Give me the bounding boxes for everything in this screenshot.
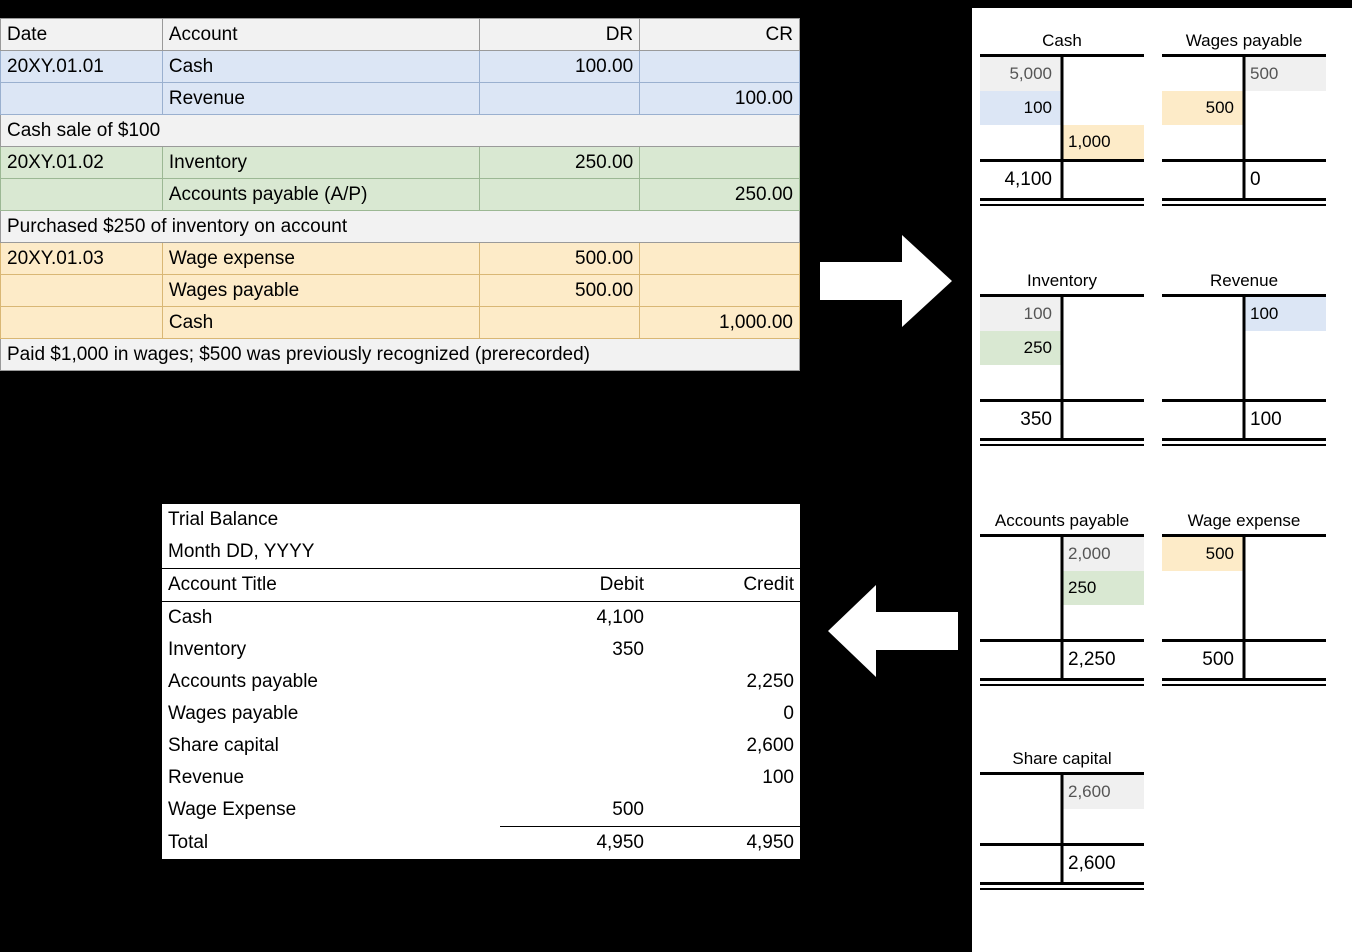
trial-balance-row	[162, 634, 800, 666]
trial-balance-row	[162, 730, 800, 762]
t-account-credit-entry: 2,000	[1062, 537, 1144, 571]
t-account-title: Inventory	[1027, 271, 1097, 290]
t-account-balance-credit-side	[1062, 846, 1144, 882]
t-account-debit-entry	[980, 571, 1062, 605]
trial-balance-header-row	[162, 569, 800, 602]
t-account-double-rule-top	[980, 438, 1144, 441]
journal-entry-row	[1, 275, 800, 307]
trial-balance-header-account: Account Title	[162, 569, 500, 602]
t-account-debit-entry	[980, 605, 1062, 639]
t-account-double-rule-bottom	[980, 684, 1144, 686]
t-account-balance-debit: 350	[1020, 409, 1052, 430]
t-account-credit-entry	[1062, 605, 1144, 639]
trial-balance-header-debit: Debit	[500, 569, 650, 602]
t-account-double-rule-top	[1162, 198, 1326, 201]
trial-balance-panel	[162, 504, 800, 859]
t-account-double-rule-bottom	[1162, 444, 1326, 446]
t-account-balance-debit-side	[980, 642, 1062, 678]
journal-note-row	[1, 211, 800, 243]
journal-cell-cr	[640, 147, 800, 179]
trial-balance-debit	[500, 698, 650, 730]
t-account-title: Cash	[1042, 31, 1082, 50]
t-account-debit-side	[980, 57, 1062, 159]
t-account-double-rule-top	[980, 678, 1144, 681]
t-account-balance-credit	[1244, 642, 1326, 678]
t-account	[1162, 268, 1326, 446]
t-account-debit-side	[1162, 537, 1244, 639]
journal-note-row	[1, 339, 800, 371]
t-account-debit-side	[980, 775, 1062, 843]
t-account-balance-debit: 4,100	[1004, 169, 1052, 190]
trial-balance-total-credit: 4,950	[746, 832, 794, 853]
trial-balance-total-row	[162, 827, 800, 860]
t-account-debit-entry	[980, 365, 1062, 399]
t-account-balance-debit	[1162, 162, 1244, 198]
journal-entries-table	[0, 18, 800, 371]
journal-cell-date	[1, 83, 163, 115]
t-account-balance-debit-side	[980, 846, 1062, 882]
t-account-balance-credit	[1062, 402, 1144, 438]
t-account-credit-side	[1244, 297, 1326, 399]
t-account-credit-entry	[1244, 571, 1326, 605]
trial-balance-credit: 2,600	[746, 735, 794, 756]
t-account-balance-credit-side	[1244, 642, 1326, 678]
t-account-double-rule-top	[980, 198, 1144, 201]
trial-balance-total-debit: 4,950	[596, 832, 644, 853]
trial-balance-account: Inventory	[168, 639, 247, 660]
trial-balance-account: Share capital	[168, 735, 279, 756]
t-account-credit-entry	[1062, 297, 1144, 331]
t-account-debit-entry	[980, 537, 1062, 571]
t-account	[1162, 508, 1326, 686]
journal-cell-cr	[640, 243, 800, 275]
t-account-balance-debit-side	[980, 402, 1062, 438]
trial-balance-credit	[650, 794, 800, 827]
t-account-credit-entry	[1244, 125, 1326, 159]
t-account-debit-entry	[1162, 605, 1244, 639]
t-account-balance-debit-side	[1162, 402, 1244, 438]
t-account-title: Revenue	[1209, 271, 1279, 290]
t-account-credit-entry	[1244, 605, 1326, 639]
t-account-debit-side	[980, 297, 1062, 399]
trial-balance-total-label: Total	[168, 831, 209, 853]
t-account-credit-side	[1062, 537, 1144, 639]
t-account-credit-entry	[1062, 331, 1144, 365]
journal-cell-date: 20XY.01.03	[1, 243, 163, 275]
journal-note: Purchased $250 of inventory on account	[1, 211, 800, 243]
t-account-debit-entry: 5,000	[980, 57, 1062, 91]
journal-cell-date: 20XY.01.01	[1, 51, 163, 83]
t-account	[980, 268, 1144, 446]
t-account-debit-side	[980, 537, 1062, 639]
journal-note: Paid $1,000 in wages; $500 was previously recognized (prerecorded)	[1, 339, 800, 371]
trial-balance-title-row	[162, 504, 800, 536]
journal-cell-dr	[480, 83, 640, 115]
trial-balance-credit	[650, 634, 800, 666]
trial-balance-header-credit: Credit	[650, 569, 800, 602]
t-account	[980, 746, 1144, 890]
t-account-credit-entry	[1062, 57, 1144, 91]
t-account-balance-debit	[980, 642, 1062, 678]
journal-cell-date: 20XY.01.02	[1, 147, 163, 179]
t-account-debit-entry: 250	[980, 331, 1062, 365]
journal-note: Cash sale of $100	[1, 115, 800, 147]
t-account-title: Share capital	[1012, 749, 1112, 768]
trial-balance-debit: 350	[612, 639, 644, 660]
trial-balance-row	[162, 794, 800, 827]
t-account-balance-credit-side	[1062, 162, 1144, 198]
trial-balance-credit: 0	[783, 703, 794, 724]
t-account	[980, 508, 1144, 686]
t-account-balance-credit-side	[1244, 162, 1326, 198]
t-account-double-rule-bottom	[980, 204, 1144, 206]
t-account-title: Wage expense	[1187, 511, 1301, 530]
t-account-double-rule-bottom	[980, 888, 1144, 890]
journal-entry-row	[1, 179, 800, 211]
t-account-debit-entry: 100	[980, 297, 1062, 331]
journal-cell-date	[1, 307, 163, 339]
t-account-credit-entry	[1244, 331, 1326, 365]
t-account-balance-debit	[980, 846, 1062, 882]
trial-balance-account: Wage Expense	[168, 799, 297, 821]
t-account-balance-credit: 100	[1250, 409, 1282, 430]
t-account-credit-side	[1062, 297, 1144, 399]
t-account-debit-entry	[1162, 57, 1244, 91]
journal-cell-dr: 500.00	[480, 275, 640, 307]
t-account-balance-credit-side	[1062, 642, 1144, 678]
trial-balance-row	[162, 602, 800, 635]
journal-cell-cr: 250.00	[640, 179, 800, 211]
journal-cell-dr: 100.00	[480, 51, 640, 83]
t-account-balance-credit	[1062, 162, 1144, 198]
t-account-balance-credit-side	[1244, 402, 1326, 438]
trial-balance-debit	[500, 730, 650, 762]
t-account-credit-side	[1062, 57, 1144, 159]
journal-cell-dr: 250.00	[480, 147, 640, 179]
t-account-debit-entry	[1162, 297, 1244, 331]
t-accounts-panel	[972, 8, 1352, 952]
t-account-debit-entry	[980, 809, 1062, 843]
trial-balance-account: Revenue	[168, 767, 245, 788]
t-account-credit-side	[1062, 775, 1144, 843]
trial-balance-row	[162, 762, 800, 794]
trial-balance-account: Cash	[168, 607, 213, 628]
trial-balance-date-row	[162, 536, 800, 569]
t-account-double-rule-bottom	[1162, 684, 1326, 686]
journal-header-cr: CR	[640, 19, 800, 51]
t-account-debit-entry: 500	[1162, 91, 1244, 125]
trial-balance-account: Accounts payable	[168, 671, 318, 692]
journal-cell-cr: 100.00	[640, 83, 800, 115]
arrow-journal-to-taccounts	[820, 235, 952, 327]
journal-cell-account: Inventory	[162, 147, 479, 179]
journal-entry-row	[1, 243, 800, 275]
t-account-balance-debit-side	[980, 162, 1062, 198]
journal-note-row	[1, 115, 800, 147]
journal-header-row	[1, 19, 800, 51]
t-account-debit-entry	[980, 125, 1062, 159]
journal-entry-row	[1, 307, 800, 339]
t-account-balance-debit-side	[1162, 162, 1244, 198]
t-account-credit-entry: 100	[1244, 297, 1326, 331]
t-account-double-rule-bottom	[980, 444, 1144, 446]
trial-balance-title: Trial Balance	[168, 509, 279, 530]
t-account-credit-entry	[1062, 91, 1144, 125]
trial-balance-credit: 100	[762, 767, 794, 788]
trial-balance-debit: 500	[500, 794, 650, 827]
trial-balance-credit: 2,250	[746, 671, 794, 692]
trial-balance-row	[162, 698, 800, 730]
t-account-credit-entry: 2,600	[1062, 775, 1144, 809]
journal-cell-cr	[640, 51, 800, 83]
journal-cell-dr: 500.00	[480, 243, 640, 275]
journal-cell-account: Wages payable	[162, 275, 479, 307]
t-account-balance-debit-side	[1162, 642, 1244, 678]
t-account-balance-credit: 0	[1250, 169, 1261, 190]
t-account-credit-entry	[1244, 91, 1326, 125]
t-account-double-rule-bottom	[1162, 204, 1326, 206]
t-account-debit-entry	[1162, 365, 1244, 399]
trial-balance-debit	[500, 762, 650, 794]
t-account-credit-entry: 1,000	[1062, 125, 1144, 159]
journal-cell-account: Revenue	[162, 83, 479, 115]
t-account-debit-entry: 100	[980, 91, 1062, 125]
t-account-debit-entry	[1162, 125, 1244, 159]
trial-balance-row	[162, 666, 800, 698]
journal-cell-dr	[480, 179, 640, 211]
t-account	[1162, 28, 1326, 206]
t-account	[980, 28, 1144, 206]
t-account-credit-side	[1244, 537, 1326, 639]
trial-balance-debit: 4,100	[596, 607, 644, 628]
t-account-credit-entry	[1062, 365, 1144, 399]
t-account-credit-entry: 250	[1062, 571, 1144, 605]
t-account-balance-debit: 500	[1202, 649, 1234, 670]
journal-cell-account: Cash	[162, 51, 479, 83]
journal-entry-row	[1, 147, 800, 179]
t-account-debit-entry	[1162, 571, 1244, 605]
t-account-debit-entry: 500	[1162, 537, 1244, 571]
t-account-debit-side	[1162, 57, 1244, 159]
journal-cell-account: Wage expense	[162, 243, 479, 275]
t-account-credit-entry	[1244, 365, 1326, 399]
journal-header-account: Account	[162, 19, 479, 51]
journal-header-date: Date	[1, 19, 163, 51]
t-account-double-rule-top	[980, 882, 1144, 885]
journal-cell-account: Cash	[162, 307, 479, 339]
journal-cell-date	[1, 275, 163, 307]
journal-cell-cr	[640, 275, 800, 307]
t-account-title: Wages payable	[1185, 31, 1303, 50]
t-account-double-rule-top	[1162, 438, 1326, 441]
trial-balance-debit	[500, 666, 650, 698]
t-account-balance-credit: 2,600	[1068, 853, 1116, 874]
t-account-title: Accounts payable	[994, 511, 1130, 530]
journal-cell-date	[1, 179, 163, 211]
trial-balance-account: Wages payable	[168, 703, 299, 724]
trial-balance-date: Month DD, YYYY	[168, 541, 315, 562]
t-account-credit-entry: 500	[1244, 57, 1326, 91]
journal-entry-row	[1, 51, 800, 83]
t-account-balance-debit	[1162, 402, 1244, 438]
t-account-double-rule-top	[1162, 678, 1326, 681]
t-account-balance-credit-side	[1062, 402, 1144, 438]
trial-balance-credit	[650, 602, 800, 635]
t-account-balance-credit: 2,250	[1068, 649, 1116, 670]
t-account-debit-side	[1162, 297, 1244, 399]
journal-cell-dr	[480, 307, 640, 339]
t-account-credit-side	[1244, 57, 1326, 159]
journal-header-dr: DR	[480, 19, 640, 51]
t-account-credit-entry	[1062, 809, 1144, 843]
arrow-taccounts-to-trial-balance	[828, 585, 958, 677]
journal-cell-cr: 1,000.00	[640, 307, 800, 339]
t-account-debit-entry	[1162, 331, 1244, 365]
journal-entry-row	[1, 83, 800, 115]
journal-cell-account: Accounts payable (A/P)	[162, 179, 479, 211]
t-account-credit-entry	[1244, 537, 1326, 571]
t-account-debit-entry	[980, 775, 1062, 809]
